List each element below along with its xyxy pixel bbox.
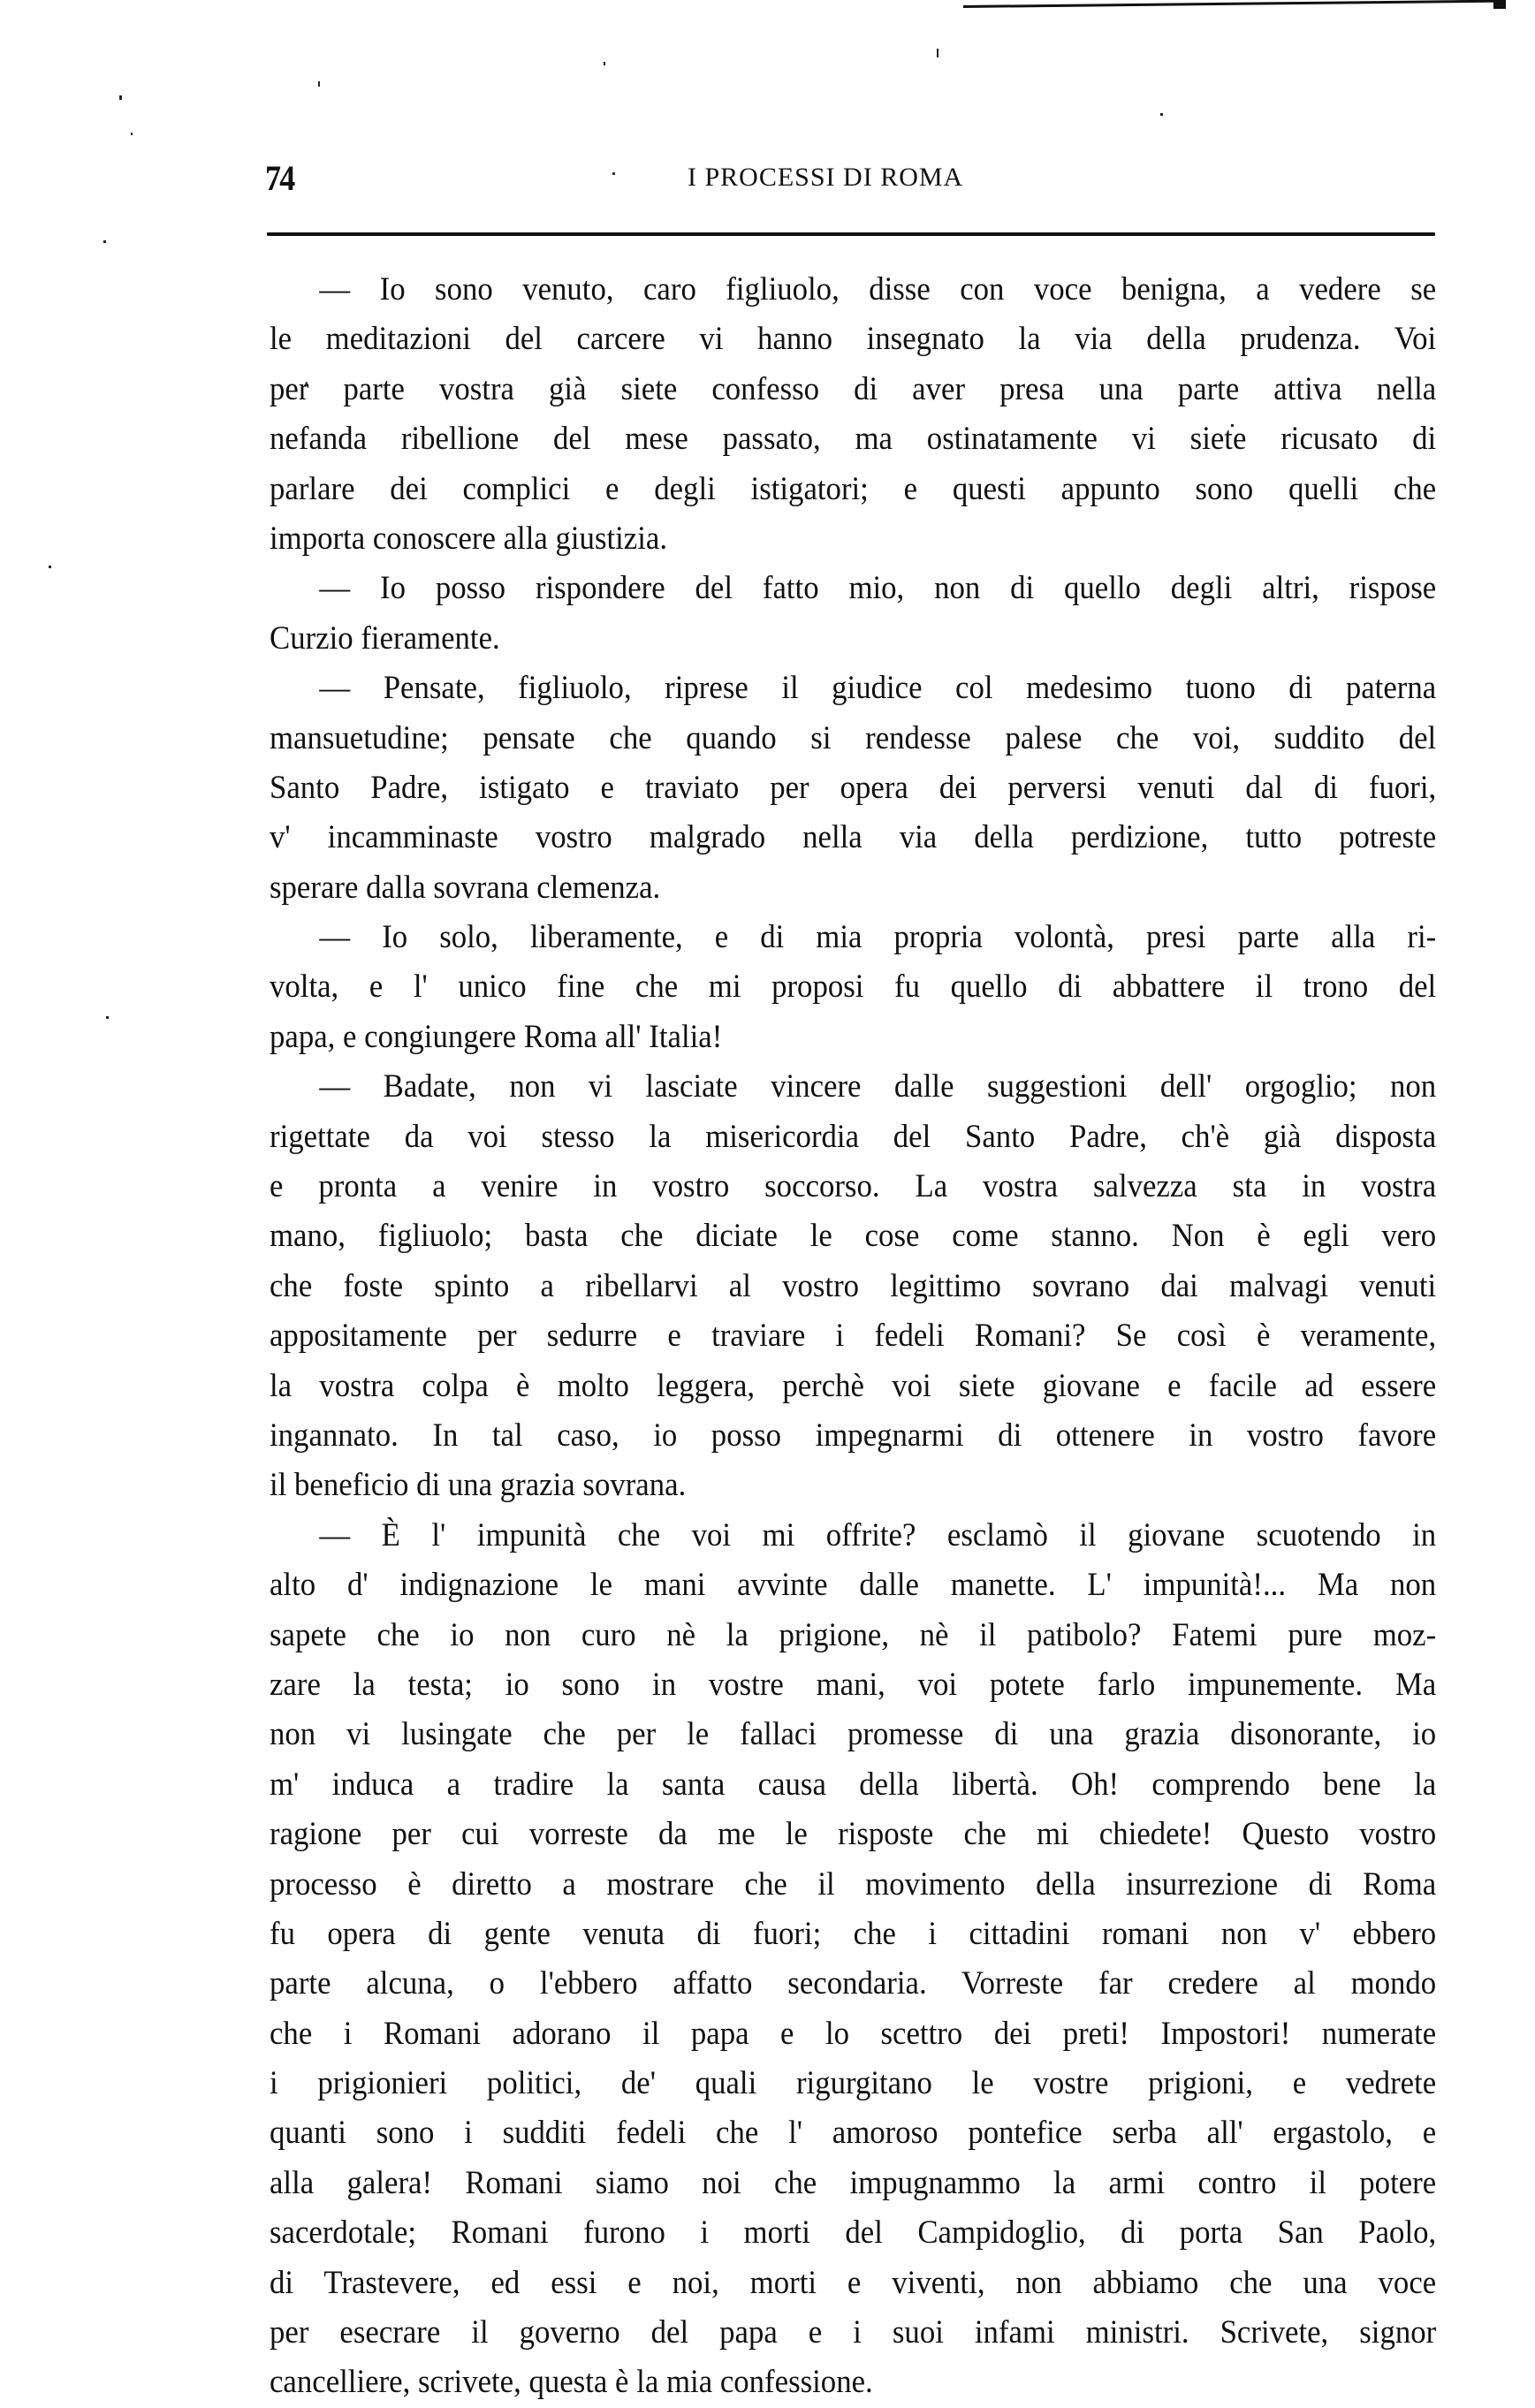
text-line: e pronta a venire in vostro soccorso. La vostra salvezza sta in vostra: [270, 1168, 1437, 1205]
header-dot: [612, 172, 615, 175]
text-line: alla galera! Romani siamo noi che impugnammo la armi contro il potere: [270, 2164, 1437, 2201]
text-line: che i Romani adorano il papa e lo scettro dei preti! Impostori! numerate: [270, 2015, 1437, 2052]
text-line: sperare dalla sovrana clemenza.: [270, 869, 661, 906]
scan-edge-rule: [963, 0, 1502, 8]
text-line: ingannato. In tal caso, io posso impegnarmi di ottenere in vostro favore: [270, 1417, 1437, 1454]
scan-speck: [318, 81, 320, 87]
text-line: i prigionieri politici, de' quali rigurgitano le vostre prigioni, e vedrete: [270, 2065, 1437, 2102]
text-line: — Io posso rispondere del fatto mio, non di quello degli altri, rispose: [319, 570, 1437, 607]
text-line: nefanda ribellione del mese passato, ma ostinatamente vi siete ricusato di: [270, 421, 1437, 458]
body-text: [270, 265, 1436, 2408]
text-line: importa conoscere alla giustizia.: [270, 520, 668, 557]
scan-speck: [131, 133, 133, 135]
text-line: che foste spinto a ribellarvi al vostro legittimo sovrano dai malvagi venuti: [270, 1267, 1437, 1304]
scan-speck: [119, 95, 122, 100]
text-line: appositamente per sedurre e traviare i fedeli Romani? Se così è veramente,: [270, 1318, 1437, 1355]
text-line: mansuetudine; pensate che quando si rendesse palese che voi, suddito del: [270, 719, 1437, 756]
running-header: I PROCESSI DI ROMA: [688, 163, 964, 192]
text-line: per esecrare il governo del papa e i suoi infami ministri. Scrivete, signor: [270, 2314, 1437, 2351]
text-line: processo è diretto a mostrare che il movimento della insurrezione di Roma: [270, 1865, 1437, 1903]
text-line: per parte vostra già siete confesso di aver presa una parte attiva nella: [270, 370, 1437, 407]
text-line: sacerdotale; Romani furono i morti del Campidoglio, di porta San Paolo,: [270, 2214, 1437, 2252]
text-line: cancelliere, scrivete, questa è la mia confessione.: [270, 2364, 873, 2401]
text-line: — Badate, non vi lasciate vincere dalle suggestioni dell' orgoglio; non: [319, 1068, 1437, 1105]
text-line: volta, e l' unico fine che mi proposi fu quello di abbattere il trono del: [270, 969, 1437, 1006]
scan-speck: [106, 1016, 109, 1019]
text-line: il beneficio di una grazia sovrana.: [270, 1467, 687, 1504]
text-line: la vostra colpa è molto leggera, perchè voi siete giovane e facile ad essere: [270, 1367, 1437, 1404]
scan-edge-mark: [1493, 0, 1506, 9]
text-line: mano, figliuolo; basta che diciate le cose come stanno. Non è egli vero: [270, 1218, 1437, 1255]
scan-speck: [937, 49, 938, 57]
scan-speck: [103, 240, 106, 243]
scan-speck: [604, 62, 605, 65]
text-line: le meditazioni del carcere vi hanno insegnato la via della prudenza. Voi: [270, 321, 1437, 358]
text-line: Curzio fieramente.: [270, 619, 500, 657]
text-line: non vi lusingate che per le fallaci promesse di una grazia disonorante, io: [270, 1716, 1437, 1753]
text-line: — Pensate, figliuolo, riprese il giudice col medesimo tuono di paterna: [319, 670, 1437, 707]
text-line: v' incamminaste vostro malgrado nella via della perdizione, tutto potreste: [270, 819, 1437, 856]
scan-speck: [49, 566, 51, 568]
text-line: quanti sono i sudditi fedeli che l' amoroso pontefice serba all' ergastolo, e: [270, 2115, 1437, 2152]
text-line: alto d' indignazione le mani avvinte dalle manette. L' impunità!... Ma non: [270, 1567, 1437, 1604]
text-line: — Io sono venuto, caro figliuolo, disse con voce benigna, a vedere se: [319, 271, 1437, 308]
text-line: rigettate da voi stesso la misericordia del Santo Padre, ch'è già disposta: [270, 1118, 1437, 1155]
text-line: papa, e congiungere Roma all' Italia!: [270, 1018, 723, 1055]
text-line: parlare dei complici e degli istigatori; e questi appunto sono quelli che: [270, 470, 1437, 507]
text-line: di Trastevere, ed essi e noi, morti e viventi, non abbiamo che una voce: [270, 2264, 1437, 2301]
text-line: fu opera di gente venuta di fuori; che i cittadini romani non v' ebbero: [270, 1915, 1437, 1952]
text-line: — È l' impunità che voi mi offrite? esclamò il giovane scuotendo in: [319, 1516, 1437, 1553]
header-rule: [267, 232, 1435, 236]
text-line: parte alcuna, o l'ebbero affatto secondaria. Vorreste far credere al mondo: [270, 1965, 1437, 2002]
text-line: m' induca a tradire la santa causa della libertà. Oh! comprendo bene la: [270, 1766, 1437, 1803]
text-line: Santo Padre, istigato e traviato per opera dei perversi venuti dal di fuori,: [270, 769, 1437, 806]
text-line: — Io solo, liberamente, e di mia propria volontà, presi parte alla ri-: [319, 919, 1437, 956]
text-line: sapete che io non curo nè la prigione, nè il patibolo? Fatemi pure moz-: [270, 1616, 1437, 1653]
text-line: zare la testa; io sono in vostre mani, voi potete farlo impunemente. Ma: [270, 1666, 1437, 1703]
page-number: 74: [265, 158, 294, 198]
scan-speck: [1160, 113, 1163, 116]
text-line: ragione per cui vorreste da me le risposte che mi chiedete! Questo vostro: [270, 1816, 1437, 1853]
